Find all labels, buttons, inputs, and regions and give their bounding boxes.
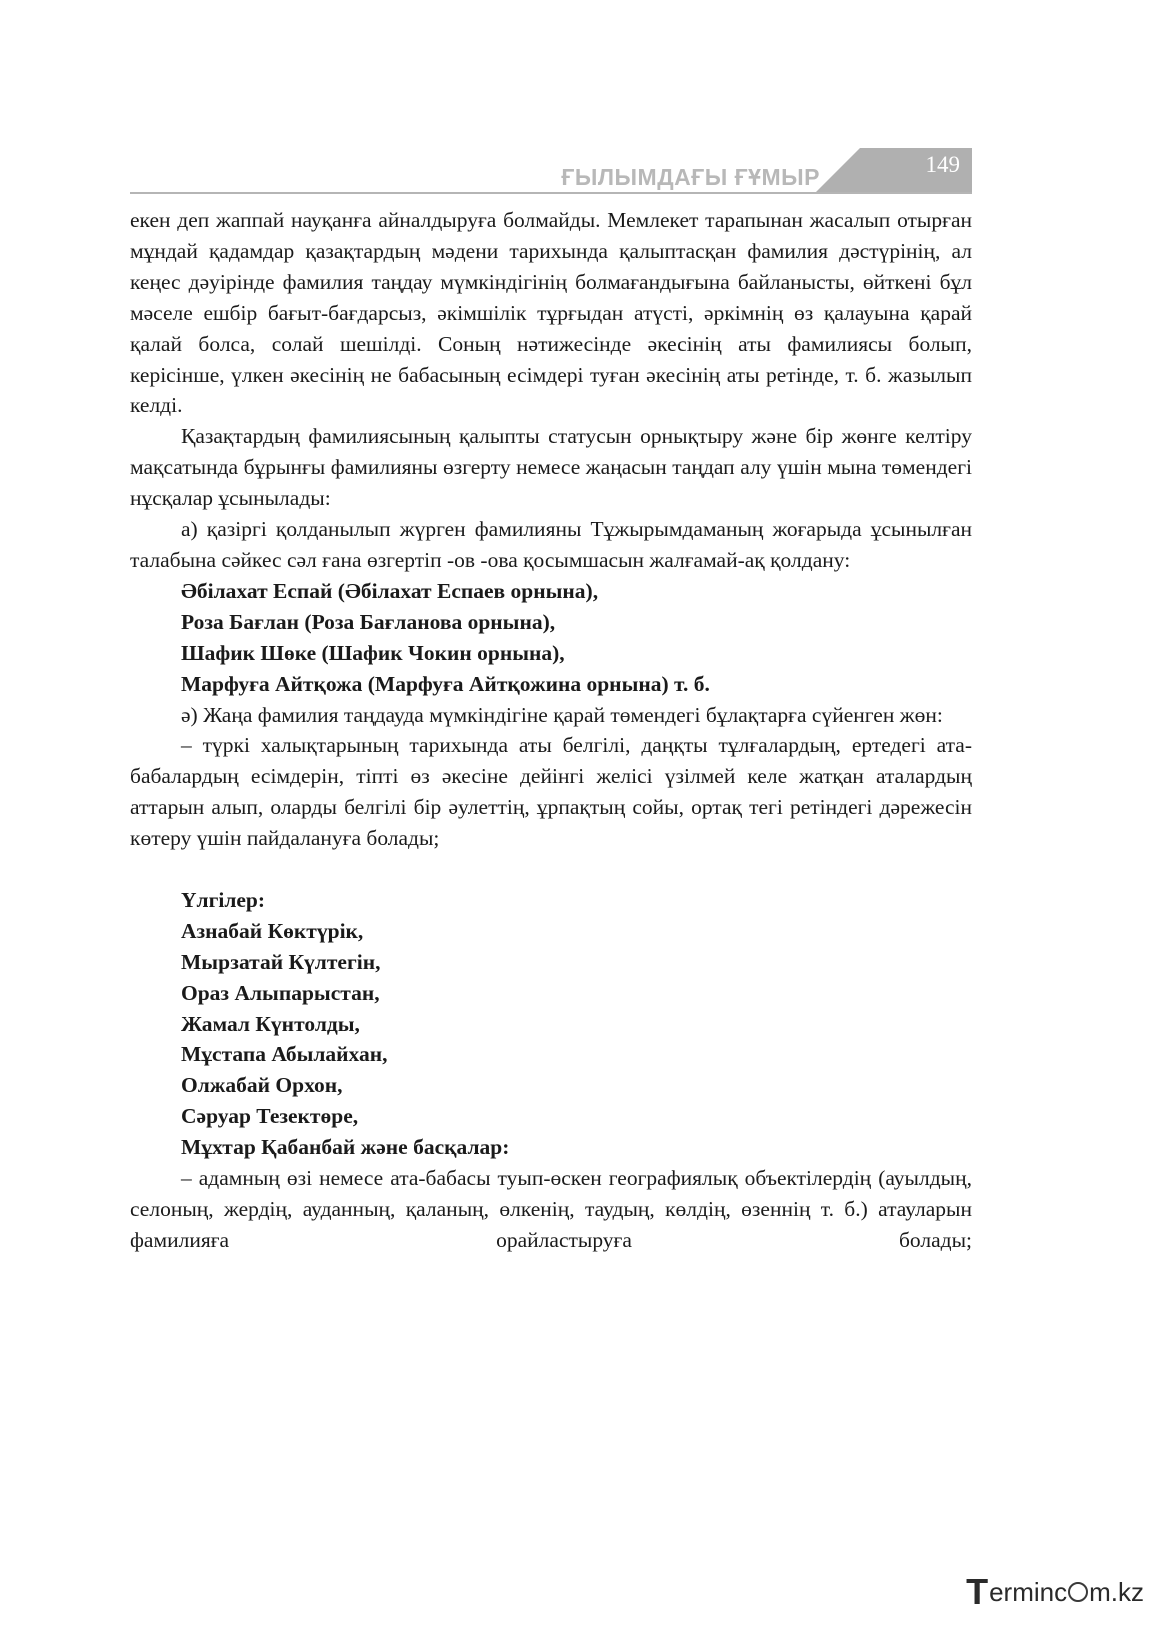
example-b-4: Жамал Күнтолды,: [181, 1011, 360, 1036]
page-number: 149: [925, 152, 960, 177]
examples-heading: Үлгілер:: [181, 887, 266, 912]
example-b-1: Азнабай Көктүрік,: [181, 918, 364, 943]
example-b-2: Мырзатай Күлтегін,: [181, 949, 381, 974]
watermark-t-glyph: T: [966, 1571, 989, 1612]
watermark-circle-icon: [1068, 1582, 1088, 1602]
watermark-text-end: m.kz: [1089, 1576, 1144, 1607]
paragraph-option-b: ә) Жаңа фамилия таңдауда мүмкіндігіне қарай төмендегі бұлақтарға сүйенген жөн:: [181, 702, 943, 727]
blank-line: [130, 854, 972, 885]
paragraph-historical-names: – түркі халықтарының тарихында аты белгілі, даңқты тұлғалардың, ертедегі ата-бабалардың есімдерін, тіпті өз әкесіне дейінгі желісі үзілмей келе жатқан аталардың аттарын алып, оларды белгілі бір әулеттің, ұрпақтың сойы, ортақ тегі ретіндегі дәрежесін көтеру үшін пайдалануға болады;: [130, 733, 972, 851]
paragraph-proposals: Қазақтардың фамилиясының қалыпты статусын орнықтыру және бір жөнге келтіру мақсатында бұрынғы фамилияны өзгерту немесе жаңасын таңдап алу үшін мына төмендегі нұсқалар ұсынылады:: [130, 424, 972, 511]
running-header: [130, 148, 972, 194]
page-number-tab: [816, 148, 972, 192]
example-b-5: Мұстапа Абылайхан,: [181, 1042, 388, 1067]
example-a-4: Марфуға Айтқожа (Марфуға Айтқожина орнына) т. б.: [181, 671, 710, 696]
example-b-8: Мұхтар Қабанбай және басқалар:: [181, 1135, 510, 1160]
watermark-text-start: erminc: [989, 1576, 1068, 1607]
example-a-2: Роза Бағлан (Роза Бағланова орнына),: [181, 609, 556, 634]
paragraph-option-a: а) қазіргі қолданылып жүрген фамилияны Тұжырымдаманың жоғарыда ұсынылған талабына сәйкес сәл ғана өзгертіп -ов -ова қосымшасын жалғамай-ақ қолдану:: [130, 517, 972, 572]
example-a-3: Шафик Шөке (Шафик Чокин орнына),: [181, 640, 565, 665]
example-b-3: Ораз Алыпарыстан,: [181, 980, 380, 1005]
example-b-6: Олжабай Орхон,: [181, 1073, 343, 1098]
paragraph-geographic-names: – адамның өзі немесе ата-бабасы туып-өскен географиялық объектілердің (ауылдың, селоның, жердің, ауданның, қаланың, өлкенің, таудың, көлдің, өзеннің т. б.) атауларын фамилияға орайластыруға болады;: [130, 1166, 972, 1252]
header-rule: [130, 192, 972, 194]
paragraph-continuation: екен деп жаппай науқанға айналдыруға болмайды. Мемлекет тарапынан жасалып отырған мұндай қадамдар қазақтардың мәдени тарихында қалыптасқан фамилия дәстүрінің, ал кеңес дәуірінде фамилия таңдау мүмкіндігінің болмағандығына байланысты, өйткені бұл мәселе ешбір бағыт-бағдарсыз, әкімшілік тұрғыдан атүсті, әркімнің өз қалауына қарай қалай болса, солай шешілді. Соның нәтижесінде әкесінің аты фамилиясы болып, керісінше, үлкен әкесінің не бабасының есімдері туған әкесінің аты ретінде, т. б. жазылып келді.: [130, 208, 972, 418]
example-b-7: Сәруар Тезектөре,: [181, 1104, 359, 1129]
page-body: [130, 205, 972, 1256]
running-title: ҒЫЛЫМДАҒЫ ҒҰМЫР: [561, 164, 820, 190]
example-a-1: Әбілахат Еспай (Әбілахат Еспаев орнына),: [181, 578, 599, 603]
site-watermark: [966, 1571, 1144, 1613]
